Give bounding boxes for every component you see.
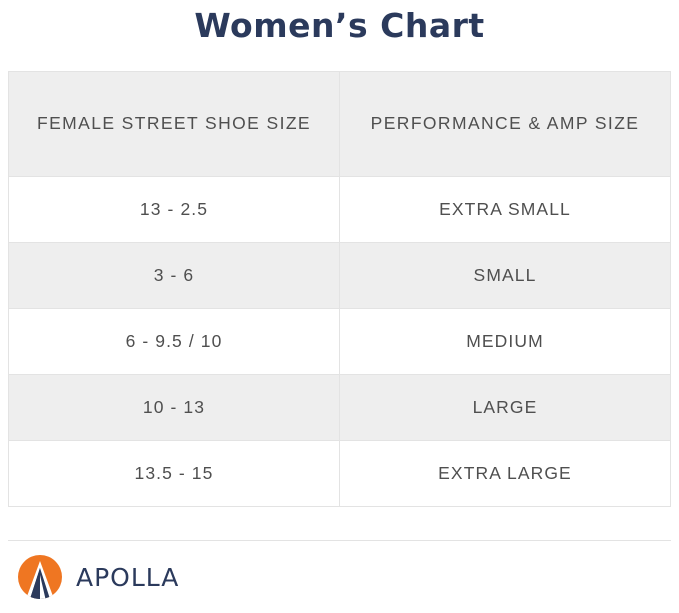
column-header-performance-amp-size: PERFORMANCE & AMP SIZE [340, 72, 671, 177]
apolla-triangle-icon [18, 555, 62, 599]
brand-name: APOLLA [76, 562, 180, 592]
cell-amp-size: MEDIUM [340, 309, 671, 375]
brand-footer [0, 541, 679, 613]
table-row [9, 441, 670, 507]
table-body [9, 177, 670, 507]
size-chart-table-container [8, 71, 671, 507]
table-header-row [9, 72, 670, 177]
table-row [9, 375, 670, 441]
table-row [9, 309, 670, 375]
cell-shoe-size: 13 - 2.5 [9, 177, 340, 243]
table-row [9, 177, 670, 243]
cell-amp-size: EXTRA SMALL [340, 177, 671, 243]
size-chart-table [9, 72, 670, 507]
table-head [9, 72, 670, 177]
cell-shoe-size: 6 - 9.5 / 10 [9, 309, 340, 375]
page-title: Women’s Chart [194, 6, 485, 45]
cell-amp-size: LARGE [340, 375, 671, 441]
cell-shoe-size: 10 - 13 [9, 375, 340, 441]
column-header-street-shoe-size: FEMALE STREET SHOE SIZE [9, 72, 340, 177]
cell-amp-size: EXTRA LARGE [340, 441, 671, 507]
cell-shoe-size: 13.5 - 15 [9, 441, 340, 507]
cell-amp-size: SMALL [340, 243, 671, 309]
cell-shoe-size: 3 - 6 [9, 243, 340, 309]
table-row [9, 243, 670, 309]
